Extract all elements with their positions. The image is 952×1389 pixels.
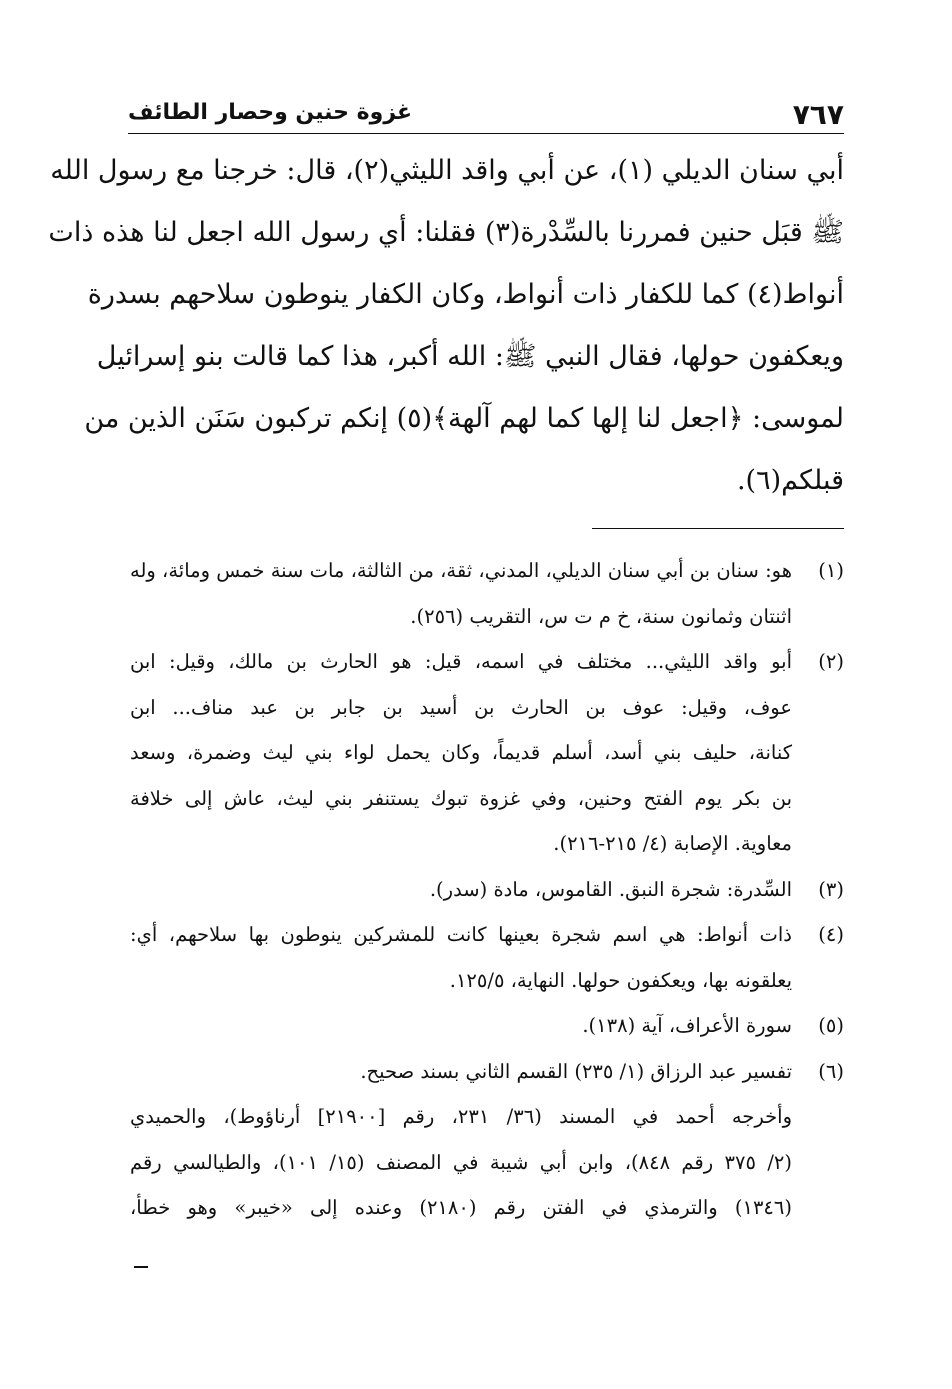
footnote-line: عوف، وقيل: عوف بن الحارث بن أسيد بن جابر بن عبد مناف... ابن <box>130 695 792 719</box>
footnote-line: كنانة، حليف بني أسد، أسلم قديماً، وكان يحمل لواء بني ليث وضمرة، وسعد <box>130 741 792 764</box>
body-line: ﷺ قبَل حنين فمررنا بالسِّدْرة(٣) فقلنا: أي رسول الله اجعل لنا هذه ذات <box>48 217 844 248</box>
header-rule <box>128 133 844 134</box>
footnote-line: (١٣٤٦) والترمذي في الفتن رقم (٢١٨٠) وعنده إلى «خيبر» وهو خطأ، <box>130 1196 792 1219</box>
footnotes <box>130 548 844 1231</box>
body-line: أبي سنان الديلي (١)، عن أبي واقد الليثي(٢)، قال: خرجنا مع رسول الله <box>50 155 844 186</box>
footnote-line: بن بكر يوم الفتح وحنين، وفي غزوة تبوك يستنفر بني ليث، عاش إلى خلافة <box>130 786 792 810</box>
footnote-number: (١) <box>818 559 844 582</box>
footnote-number: (٤) <box>818 923 844 946</box>
running-title: غزوة حنين وحصار الطائف <box>128 100 413 125</box>
footnote-5 <box>130 1003 844 1049</box>
footnote-line: هو: سنان بن أبي سنان الديلي، المدني، ثقة، من الثالثة، مات سنة خمس ومائة، وله <box>130 559 792 582</box>
body-line: ويعكفون حولها، فقال النبي ﷺ: الله أكبر، هذا كما قالت بنو إسرائيل <box>96 341 844 372</box>
footnote-line: السِّدرة: شجرة النبق. القاموس، مادة (سدر). <box>429 877 792 901</box>
body-line: لموسى: ﴿اجعل لنا إلها كما لهم آلهة﴾(٥) إنكم تركبون سَنَن الذين من <box>84 403 844 434</box>
footnote-1 <box>130 548 844 639</box>
footnote-2 <box>130 639 844 867</box>
page-header <box>128 98 844 132</box>
footnote-line: ذات أنواط: هي اسم شجرة بعينها كانت للمشركين ينوطون بها سلاحهم، أي: <box>130 923 792 946</box>
footnote-3 <box>130 867 844 913</box>
footnote-number: (٦) <box>818 1059 844 1083</box>
footnote-line: تفسير عبد الرزاق (١/ ٢٣٥) القسم الثاني بسند صحيح. <box>360 1059 792 1083</box>
footnote-separator <box>592 528 844 529</box>
footnote-number: (٢) <box>818 650 844 673</box>
footnote-line: سورة الأعراف، آية (١٣٨). <box>582 1014 792 1037</box>
footnote-6 <box>130 1049 844 1231</box>
page-number: ٧٦٧ <box>792 98 844 131</box>
footnote-line: يعلقونه بها، ويعكفون حولها. النهاية، ١٢٥/٥. <box>449 968 792 992</box>
footnote-line: أبو واقد الليثي... مختلف في اسمه، قيل: هو الحارث بن مالك، وقيل: ابن <box>130 650 792 673</box>
footnote-line: اثنتان وثمانون سنة، خ م ت س، التقريب (٢٥٦). <box>410 604 792 628</box>
footnote-line: وأخرجه أحمد في المسند (٣٦/ ٢٣١، رقم [٢١٩٠٠] أرناؤوط)، والحميدي <box>130 1105 792 1128</box>
body-line: قبلكم(٦). <box>736 465 844 496</box>
continuation-dash <box>134 1266 148 1268</box>
main-text <box>48 140 844 512</box>
footnote-number: (٣) <box>818 877 844 901</box>
body-line: أنواط(٤) كما للكفار ذات أنواط، وكان الكفار ينوطون سلاحهم بسدرة <box>87 279 844 310</box>
footnote-line: معاوية. الإصابة (٤/ ٢١٥-٢١٦). <box>553 832 792 855</box>
footnote-4 <box>130 912 844 1003</box>
footnote-number: (٥) <box>818 1014 844 1037</box>
footnote-line: (٢/ ٣٧٥ رقم ٨٤٨)، وابن أبي شيبة في المصنف (١٥/ ١٠١)، والطيالسي رقم <box>130 1150 792 1174</box>
